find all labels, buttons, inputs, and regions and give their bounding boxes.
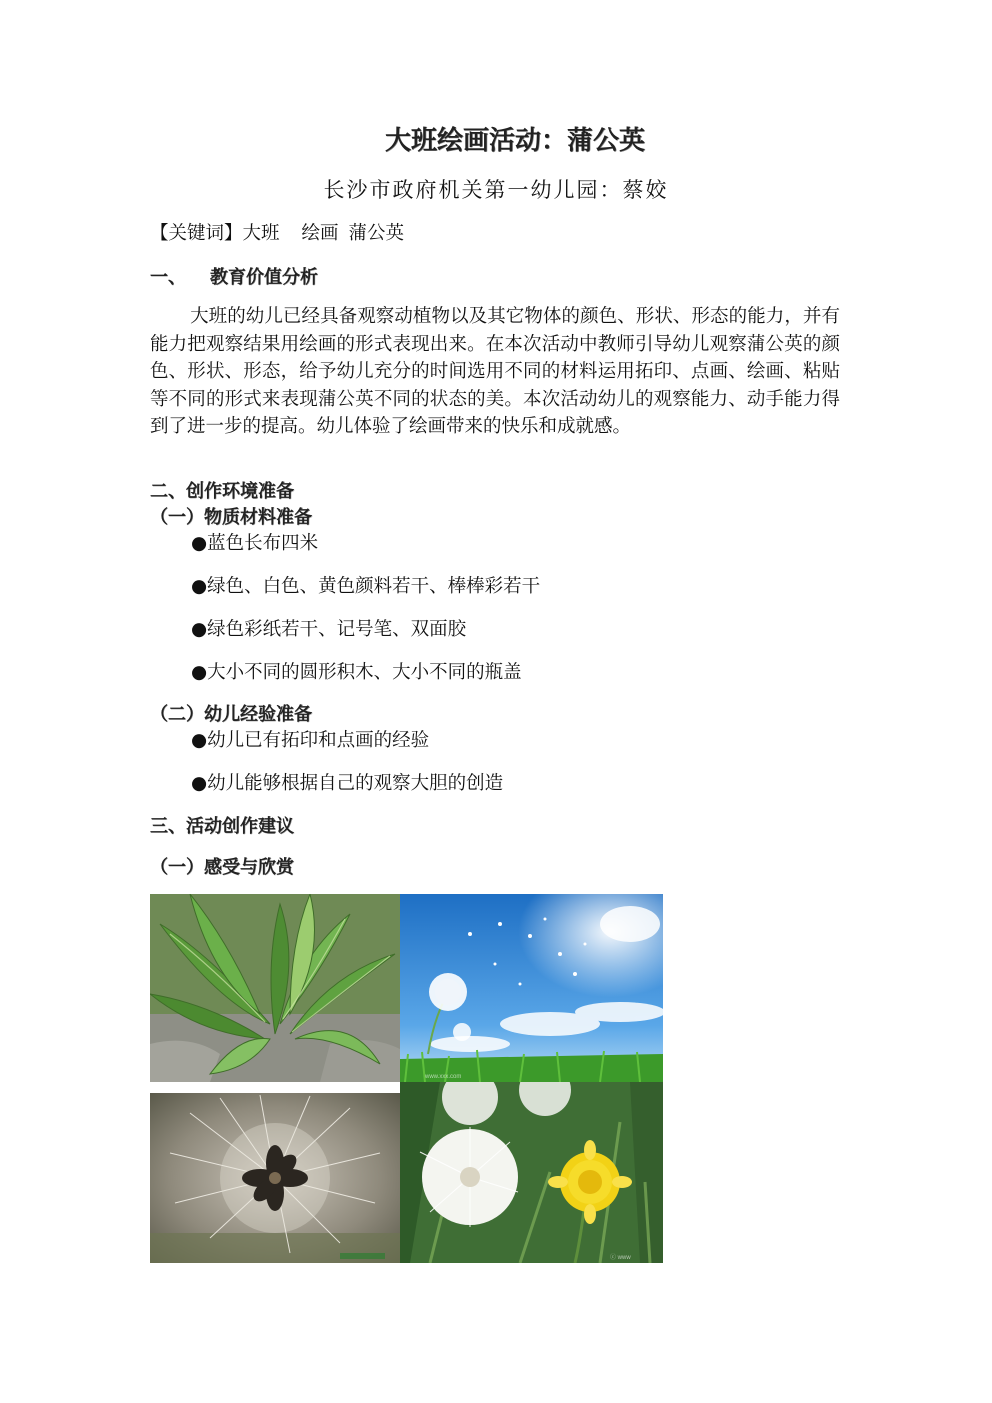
dandelion-closeup-photo xyxy=(150,1093,400,1263)
section1-paragraph xyxy=(150,303,840,441)
section3-heading: 三、活动创作建议 xyxy=(150,816,294,837)
section1-number: 一、 xyxy=(150,267,186,288)
material-item-4: ●大小不同的圆形积木、大小不同的瓶盖 xyxy=(191,662,522,683)
section1-title: 教育价值分析 xyxy=(210,267,318,288)
section2-sub1-heading: （一）物质材料准备 xyxy=(150,507,312,528)
section2-sub2-heading: （二）幼儿经验准备 xyxy=(150,704,312,725)
experience-item-2: ●幼儿能够根据自己的观察大胆的创造 xyxy=(191,773,504,794)
section1-paragraph-text: 大班的幼儿已经具备观察动植物以及其它物体的颜色、形状、形态的能力，并有能力把观察结果用绘画的形式表现出来。在本次活动中教师引导幼儿观察蒲公英的颜色、形状、形态，给予幼儿充分的时间选用不同的材料运用拓印、点画、绘画、粘贴等不同的形式来表现蒲公英不同的状态的美。本次活动幼儿的观察能力、动手能力得到了进一步的提高。幼儿体验了绘画带来的快乐和成就感。 xyxy=(150,306,840,437)
dandelion-puff-flower-photo xyxy=(400,1082,663,1263)
keyword-3: 蒲公英 xyxy=(348,223,405,244)
keywords-line xyxy=(150,219,404,245)
dandelion-leaves-photo xyxy=(150,894,400,1082)
dandelion-sky-photo xyxy=(400,894,663,1082)
document-title: 大班绘画活动：蒲公英 xyxy=(384,126,645,156)
keyword-2: 绘画 xyxy=(301,223,339,244)
material-item-3: ●绿色彩纸若干、记号笔、双面胶 xyxy=(191,619,467,640)
material-item-1: ●蓝色长布四米 xyxy=(191,533,319,554)
svg-text:ⓒ www: ⓒ www xyxy=(610,1255,631,1261)
svg-text:www.xxx.com: www.xxx.com xyxy=(425,1074,462,1080)
section2-heading: 二、创作环境准备 xyxy=(150,481,294,502)
section3-sub1-heading: （一）感受与欣赏 xyxy=(150,857,294,878)
material-item-2: ●绿色、白色、黄色颜料若干、棒棒彩若干 xyxy=(191,576,541,597)
keyword-1: 大班 xyxy=(242,223,280,244)
section1-heading xyxy=(150,263,318,289)
keywords-label: 【关键词】 xyxy=(150,223,243,244)
experience-item-1: ●幼儿已有拓印和点画的经验 xyxy=(191,730,430,751)
document-author: 长沙市政府机关第一幼儿园：蔡姣 xyxy=(323,178,669,202)
